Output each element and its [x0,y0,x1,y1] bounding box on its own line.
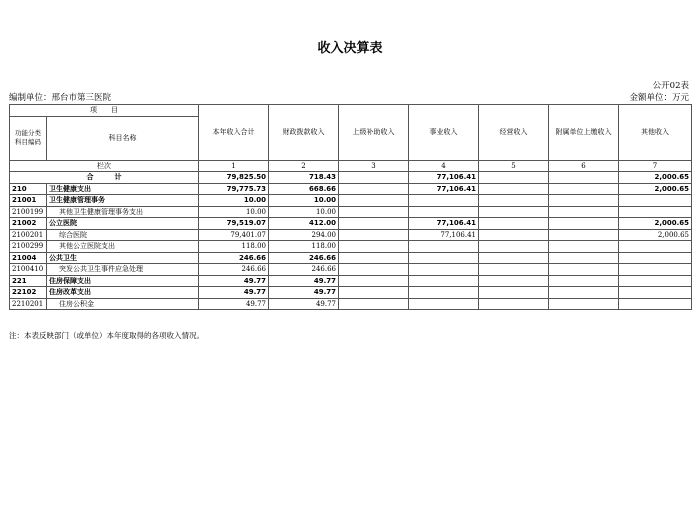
amount-cell: 668.66 [269,183,339,195]
column-header: 本年收入合计 [199,105,269,161]
amount-cell: 246.66 [199,264,269,276]
amount-cell: 10.00 [269,206,339,218]
table-row [10,252,692,264]
amount-cell [409,275,479,287]
subject-name-cell: 卫生健康支出 [47,183,199,195]
subject-name-cell: 其他卫生健康管理事务支出 [47,206,199,218]
amount-cell [479,241,549,253]
amount-cell [549,183,619,195]
table-row [10,183,692,195]
table-row [10,218,692,230]
amount-cell [409,241,479,253]
amount-cell: 2,000.65 [619,218,692,230]
function-code-cell: 2100299 [10,241,47,253]
table-row [10,298,692,310]
amount-cell [479,206,549,218]
table-row [10,206,692,218]
amount-cell [619,252,692,264]
serial-label: 栏次 [10,160,199,172]
amount-cell: 49.77 [269,275,339,287]
total-value: 77,106.41 [409,172,479,184]
amount-cell [619,287,692,299]
amount-cell: 49.77 [269,298,339,310]
amount-cell [479,229,549,241]
amount-cell [479,183,549,195]
footnote: 注：本表反映部门（或单位）本年度取得的各项收入情况。 [9,331,204,340]
amount-cell [479,252,549,264]
serial-number: 3 [339,160,409,172]
total-row [10,172,692,184]
column-header: 财政拨款收入 [269,105,339,161]
amount-cell [339,183,409,195]
total-value: 2,000.65 [619,172,692,184]
amount-cell [339,241,409,253]
money-unit: 金额单位：万元 [629,93,689,103]
column-header: 经营收入 [479,105,549,161]
subject-name-cell: 住房公积金 [47,298,199,310]
compiling-unit: 编制单位：邢台市第三医院 [9,93,112,103]
amount-cell [479,287,549,299]
column-header: 其他收入 [619,105,692,161]
function-code-cell: 221 [10,275,47,287]
amount-cell [549,241,619,253]
amount-cell: 77,106.41 [409,229,479,241]
amount-cell [479,264,549,276]
amount-cell [549,218,619,230]
amount-cell: 2,000.65 [619,183,692,195]
amount-cell [549,252,619,264]
amount-cell: 77,106.41 [409,183,479,195]
amount-cell [549,275,619,287]
amount-cell [409,264,479,276]
amount-cell [339,287,409,299]
subject-name-cell: 突发公共卫生事件应急处理 [47,264,199,276]
amount-cell: 49.77 [269,287,339,299]
amount-cell: 79,401.07 [199,229,269,241]
amount-cell [549,287,619,299]
item-group-header: 项 目 [10,105,199,117]
amount-cell: 2,000.65 [619,229,692,241]
amount-cell: 294.00 [269,229,339,241]
total-value [479,172,549,184]
amount-cell [339,206,409,218]
amount-cell [339,252,409,264]
subject-name-cell: 综合医院 [47,229,199,241]
table-row [10,195,692,207]
function-code-cell: 2100199 [10,206,47,218]
function-code-cell: 22102 [10,287,47,299]
amount-cell: 118.00 [199,241,269,253]
amount-cell [619,241,692,253]
column-header: 上级补助收入 [339,105,409,161]
function-code-cell: 21001 [10,195,47,207]
amount-cell [619,195,692,207]
function-code-cell: 210 [10,183,47,195]
amount-cell [619,275,692,287]
subject-name-cell: 公立医院 [47,218,199,230]
amount-cell: 49.77 [199,298,269,310]
serial-number: 6 [549,160,619,172]
function-code-header: 功能分类科目编码 [10,116,47,160]
amount-cell: 49.77 [199,287,269,299]
subject-name-cell: 其他公立医院支出 [47,241,199,253]
amount-cell [409,252,479,264]
amount-cell [339,229,409,241]
function-code-cell: 2210201 [10,298,47,310]
amount-cell: 10.00 [199,206,269,218]
table-row [10,229,692,241]
amount-cell [409,195,479,207]
subject-name-cell: 公共卫生 [47,252,199,264]
function-code-cell: 2100201 [10,229,47,241]
amount-cell [479,275,549,287]
amount-cell [339,264,409,276]
amount-cell [339,195,409,207]
table-row [10,275,692,287]
serial-number: 1 [199,160,269,172]
amount-cell: 412.00 [269,218,339,230]
serial-number: 7 [619,160,692,172]
total-value [549,172,619,184]
amount-cell: 49.77 [199,275,269,287]
column-header: 附属单位上缴收入 [549,105,619,161]
amount-cell [549,206,619,218]
amount-cell [339,298,409,310]
amount-cell [339,218,409,230]
serial-number: 5 [479,160,549,172]
table-row [10,287,692,299]
amount-cell: 118.00 [269,241,339,253]
subject-name-cell: 卫生健康管理事务 [47,195,199,207]
amount-cell [479,218,549,230]
amount-cell: 10.00 [269,195,339,207]
amount-cell [409,206,479,218]
amount-cell: 246.66 [269,252,339,264]
income-table [9,104,692,310]
total-label: 合 计 [10,172,199,184]
subject-name-header: 科目名称 [47,116,199,160]
amount-cell [549,264,619,276]
amount-cell [339,275,409,287]
column-header: 事业收入 [409,105,479,161]
serial-number: 4 [409,160,479,172]
amount-cell [549,195,619,207]
total-value [339,172,409,184]
amount-cell [409,298,479,310]
total-value: 79,825.50 [199,172,269,184]
subject-name-cell: 住房改革支出 [47,287,199,299]
amount-cell [619,206,692,218]
function-code-cell: 21004 [10,252,47,264]
report-title: 收入决算表 [317,41,383,56]
amount-cell [409,287,479,299]
amount-cell: 246.66 [199,252,269,264]
form-number: 公开02表 [652,81,689,91]
amount-cell [479,195,549,207]
amount-cell: 246.66 [269,264,339,276]
total-value: 718.43 [269,172,339,184]
amount-cell: 79,775.73 [199,183,269,195]
serial-number: 2 [269,160,339,172]
amount-cell: 10.00 [199,195,269,207]
function-code-cell: 2100410 [10,264,47,276]
amount-cell: 77,106.41 [409,218,479,230]
amount-cell: 79,519.07 [199,218,269,230]
table-row [10,241,692,253]
amount-cell [619,298,692,310]
amount-cell [549,229,619,241]
subject-name-cell: 住房保障支出 [47,275,199,287]
amount-cell [549,298,619,310]
function-code-cell: 21002 [10,218,47,230]
amount-cell [619,264,692,276]
table-row [10,264,692,276]
amount-cell [479,298,549,310]
